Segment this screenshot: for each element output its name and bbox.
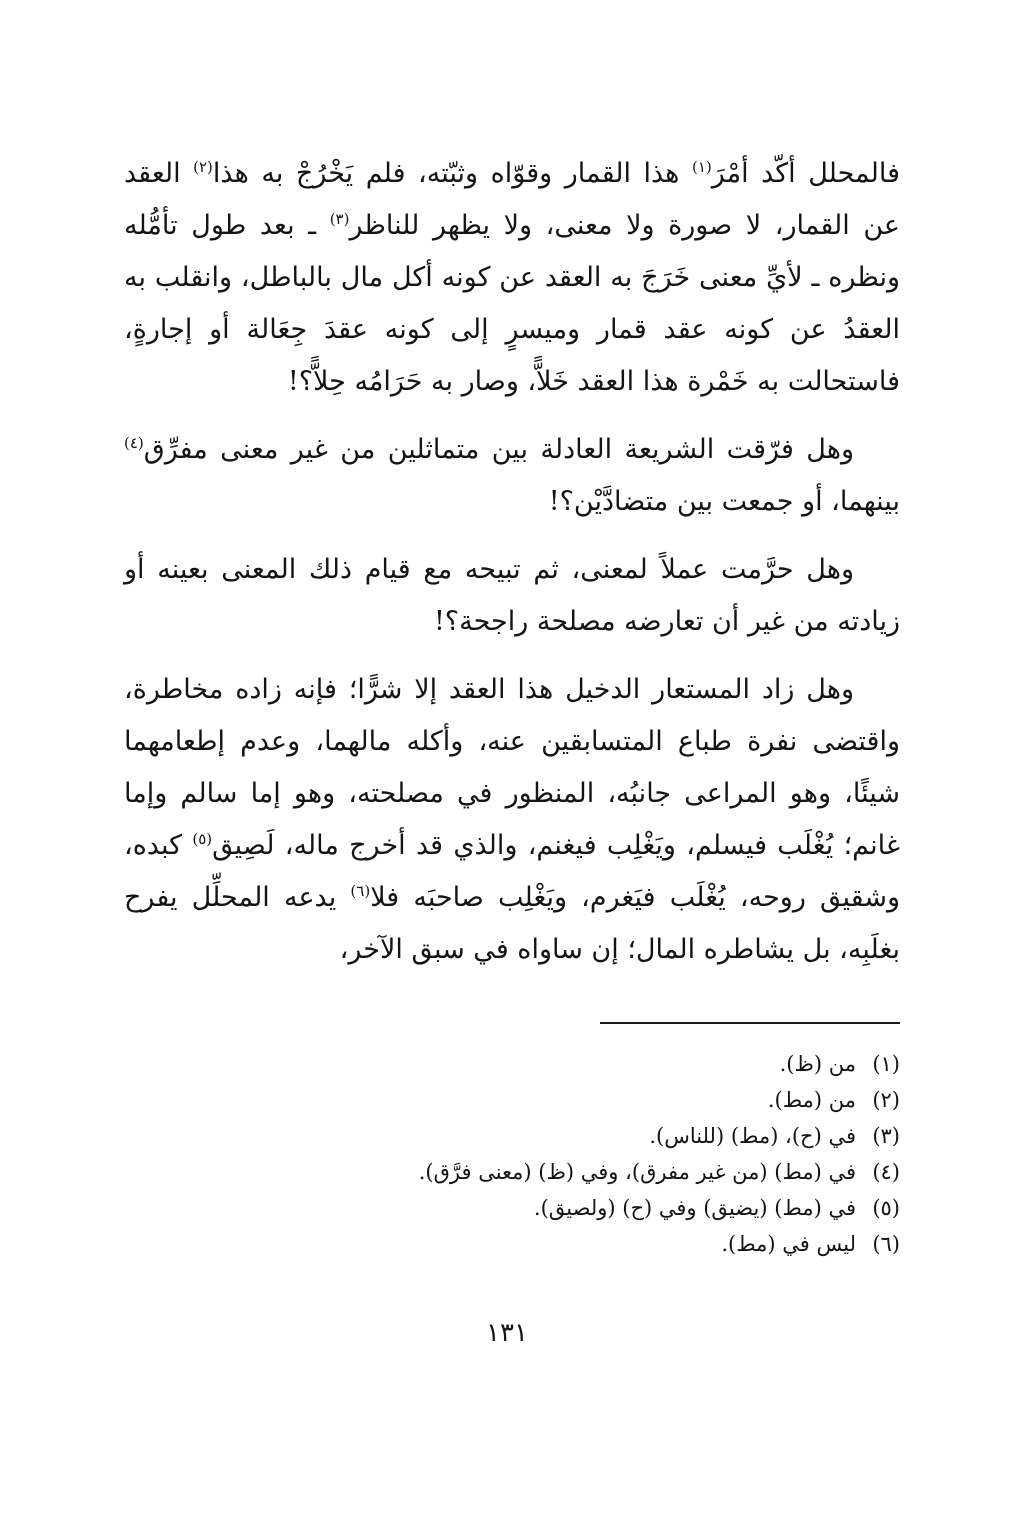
text-run: وهل زاد المستعار الدخيل هذا العقد إلا شرًّا؛ فإنه زاده مخاطرة، واقتضى نفرة طباع المتسابقين عنه، وأكله مالهما، وعدم إطعامهما شيئًا، وهو المراعى جانبُه، المنظور في مصلحته، وهو إما سالم وإما غانم؛ يُغْلَب فيسلم، ويَغْلِب فيغنم، والذي قد أخرج ماله، لَصِيق bbox=[124, 674, 900, 861]
footnote-number: (٦) bbox=[872, 1232, 900, 1256]
text-run: فالمحلل أكّد أمْرَ bbox=[711, 158, 900, 189]
text-run: بينهما، أو جمعت بين متضادَّيْن؟! bbox=[548, 486, 900, 517]
footnote-marker: (١) bbox=[691, 158, 712, 176]
footnote-number: (٣) bbox=[872, 1124, 900, 1148]
footnote-item bbox=[124, 1082, 900, 1118]
footnote-number: (١) bbox=[872, 1052, 900, 1076]
paragraph bbox=[124, 664, 900, 976]
footnote-text: في (مط) (من غير مفرق)، وفي (ظ) (معنى فرَّق). bbox=[418, 1160, 856, 1184]
footnote-item bbox=[124, 1118, 900, 1154]
footnote-number: (٥) bbox=[872, 1196, 900, 1220]
footnote-text: من (ظ). bbox=[779, 1052, 856, 1076]
footnote-text: في (ح)، (مط) (للناس). bbox=[649, 1124, 856, 1148]
footnote-marker: (٦) bbox=[350, 882, 371, 900]
footnote-text: ليس في (مط). bbox=[721, 1232, 856, 1256]
footnote-divider bbox=[600, 1022, 900, 1024]
footnote-item bbox=[124, 1190, 900, 1226]
paragraph bbox=[124, 544, 900, 648]
text-run: كبده، وشقيق روحه، يُغْلَب فيَغرم، ويَغْلِب صاحبَه فلا bbox=[124, 830, 900, 913]
footnote-marker: (٣) bbox=[329, 210, 350, 228]
page-number: ١٣١ bbox=[486, 1318, 528, 1348]
text-run: ـ بعد طول تأمُّله ونظره ـ لأيِّ معنى خَرَجَ به العقد عن كونه أكل مال بالباطل، وانقلب به العقدُ عن كونه عقد قمار وميسرٍ إلى كونه عقدَ جِعَالة أو إجارةٍ، فاستحالت به خَمْرة هذا العقد خَلاًّ، وصار به حَرَامُه حِلاًّ؟! bbox=[124, 210, 900, 397]
paragraph bbox=[124, 424, 900, 528]
footnote-text: في (مط) (يضيق) وفي (ح) (ولصيق). bbox=[533, 1196, 856, 1220]
footnote-item bbox=[124, 1046, 900, 1082]
footnote-item bbox=[124, 1226, 900, 1262]
footnotes bbox=[124, 1046, 900, 1262]
main-text bbox=[124, 148, 900, 992]
text-run: العقد عن القمار، لا صورة ولا معنى، ولا يظهر للناظر bbox=[124, 158, 900, 241]
footnote-item bbox=[124, 1154, 900, 1190]
footnote-marker: (٤) bbox=[124, 434, 144, 452]
footnote-marker: (٢) bbox=[193, 158, 213, 176]
footnote-text: من (مط). bbox=[767, 1088, 856, 1112]
text-run: وهل فرّقت الشريعة العادلة بين متماثلين من غير معنى مفرِّق bbox=[143, 434, 854, 465]
footnote-marker: (٥) bbox=[192, 830, 213, 848]
paragraph bbox=[124, 148, 900, 408]
footnote-number: (٤) bbox=[872, 1160, 900, 1184]
footnote-number: (٢) bbox=[872, 1088, 900, 1112]
text-run: هذا القمار وقوّاه وثبّته، فلم يَخْرُجْ به هذا bbox=[212, 158, 692, 189]
text-run: وهل حرَّمت عملاً لمعنى، ثم تبيحه مع قيام ذلك المعنى بعينه أو زيادته من غير أن تعارضه مصلحة راجحة؟! bbox=[124, 554, 900, 637]
text-run: يدعه المحلِّل يفرح بغلَبِه، بل يشاطره المال؛ إن ساواه في سبق الآخر، bbox=[124, 882, 900, 965]
